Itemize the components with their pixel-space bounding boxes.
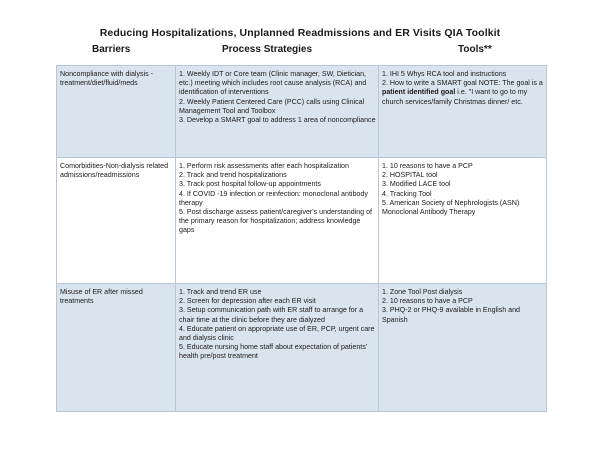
process-item: 4. If COVID -19 infection or reinfection: monoclonal antibody therapy (179, 189, 368, 207)
tool-item-text: 2. How to write a SMART goal NOTE: The goal is a (382, 79, 543, 88)
barrier-text: Comorbidities-Non-dialysis related admissions/readmissions (60, 162, 169, 180)
process-item: 2. Track and trend hospitalizations (179, 171, 287, 180)
header-barriers: Barriers (92, 44, 131, 55)
barrier-cell (57, 66, 176, 158)
process-cell (176, 284, 379, 412)
process-item: 1. Track and trend ER use (179, 288, 262, 296)
tools-cell (379, 158, 547, 284)
tools-cell (379, 284, 547, 412)
tool-item: 1. IHI 5 Whys RCA tool and instructions (382, 70, 507, 78)
process-item: 3. Setup communication path with ER staff to arrange for a chair time at the clinic before they are dialyzed (179, 306, 364, 324)
tool-item: 3. Modified LACE tool (382, 180, 451, 189)
tool-item: 2. 10 reasons to have a PCP (382, 297, 473, 306)
process-item: 1. Weekly IDT or Core team (Clinic manager, SW, Dietician, etc.) meeting which includes root cause analysis (RCA) and identification of interventions (179, 70, 367, 97)
document-title: Reducing Hospitalizations, Unplanned Readmissions and ER Visits QIA Toolkit (99, 27, 501, 39)
process-item: 2. Screen for depression after each ER visit (179, 297, 316, 306)
process-item: 4. Educate patient on appropriate use of ER, PCP, urgent care and dialysis clinic (179, 324, 375, 343)
tool-item: 2. HOSPITAL tool (382, 171, 438, 180)
tool-item-emphasis: patient identified goal (382, 88, 456, 97)
header-process-strategies: Process Strategies (222, 44, 313, 55)
tool-item: 3. PHQ-2 or PHQ-9 available in English and Spanish (382, 306, 521, 324)
process-item: 2. Weekly Patient Centered Care (PCC) calls using Clinical Management Tool and Toolbox (179, 97, 365, 115)
barrier-text: Misuse of ER after missed treatments (60, 288, 143, 306)
process-cell (176, 66, 379, 158)
tools-cell (379, 66, 547, 158)
tool-item: 4. Tracking Tool (382, 189, 432, 198)
barrier-cell (57, 158, 176, 284)
tool-item-text: i.e. "I want to go to my church services/family Christmas dinner/ etc. (382, 88, 528, 106)
process-item: 1. Perform risk assessments after each hospitalization (179, 162, 349, 170)
process-item: 5. Post discharge assess patient/caregiver's understanding of the primary reason for hospitalization; address knowledge gaps (179, 208, 372, 235)
process-item: 3. Develop a SMART goal to address 1 area of noncompliance (179, 116, 376, 125)
table-row (57, 66, 547, 158)
table-row (57, 158, 547, 284)
tool-item (382, 79, 544, 107)
process-item: 3. Track post hospital follow-up appointments (179, 180, 321, 189)
header-tools: Tools** (458, 44, 492, 55)
process-item: 5. Educate nursing home staff about expectation of patients' health pre/post treatment (179, 343, 368, 361)
tool-item: 1. Zone Tool Post dialysis (382, 288, 463, 296)
toolkit-table (56, 65, 547, 412)
barrier-cell (57, 284, 176, 412)
tool-item: 1. 10 reasons to have a PCP (382, 162, 473, 170)
table-row (57, 284, 547, 412)
tool-item: 5. American Society of Nephrologists (ASN) Monoclonal Antibody Therapy (382, 198, 520, 217)
barrier-text: Noncompliance with dialysis - treatment/diet/fluid/meds (60, 70, 154, 88)
process-cell (176, 158, 379, 284)
